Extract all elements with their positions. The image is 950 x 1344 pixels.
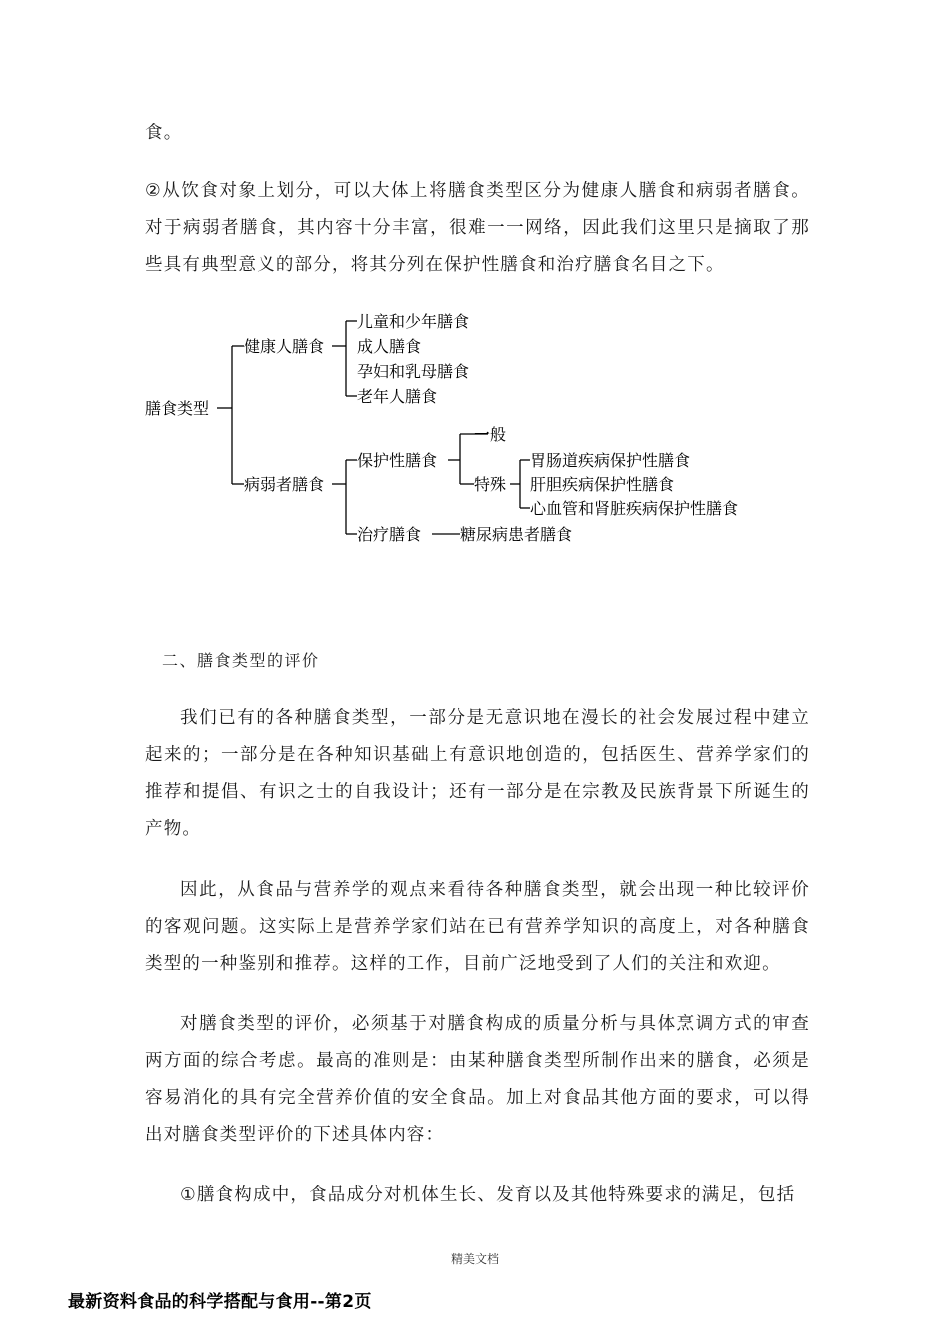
- paragraph-criteria: 对膳食类型的评价，必须基于对膳食构成的质量分析与具体烹调方式的审查两方面的综合考虑。最高的准则是：由某种膳食类型所制作出来的膳食，必须是容易消化的具有完全营养价值的安全食品。加上对食品其他方面的要求，可以得出对膳食类型评价的下述具体内容：: [145, 1014, 810, 1145]
- tree-node-diabetic: 糖尿病患者膳食: [460, 525, 573, 544]
- tree-node-healthy: 健康人膳食: [244, 337, 325, 356]
- document-title-footer: 最新资料食品的科学搭配与食用--第2页: [68, 1292, 372, 1312]
- tree-node-gi: 胃肠道疾病保护性膳食: [530, 451, 691, 470]
- section-heading: 二、膳食类型的评价: [162, 651, 320, 670]
- tree-node-cardio: 心血管和肾脏疾病保护性膳食: [530, 499, 739, 518]
- tree-node-special: 特殊: [474, 475, 507, 494]
- paragraph-continuation: 食。: [145, 123, 183, 143]
- tree-node-sick: 病弱者膳食: [244, 475, 325, 494]
- page-footer-label: 精美文档: [450, 1252, 499, 1266]
- tree-node-pregnant: 孕妇和乳母膳食: [357, 362, 470, 381]
- tree-node-elderly: 老年人膳食: [357, 387, 438, 406]
- tree-node-therapeutic: 治疗膳食: [357, 525, 422, 544]
- paragraph-item-1: ①膳食构成中，食品成分对机体生长、发育以及其他特殊要求的满足，包括: [180, 1185, 796, 1205]
- paragraph-diet-object: ②从饮食对象上划分，可以大体上将膳食类型区分为健康人膳食和病弱者膳食。对于病弱者膳食，其内容十分丰富，很难一一网络，因此我们这里只是摘取了那些具有典型意义的部分，将其分列在保护性膳食和治疗膳食名目之下。: [145, 181, 810, 275]
- paragraph-evaluation-problem: 因此，从食品与营养学的观点来看待各种膳食类型，就会出现一种比较评价的客观问题。这实际上是营养学家们站在已有营养学知识的高度上，对各种膳食类型的一种鉴别和推荐。这样的工作，目前广泛地受到了人们的关注和欢迎。: [145, 880, 810, 974]
- tree-node-liver: 肝胆疾病保护性膳食: [530, 475, 675, 494]
- tree-node-protective: 保护性膳食: [357, 451, 438, 470]
- tree-node-adult: 成人膳食: [357, 337, 422, 356]
- tree-node-general: 一般: [474, 425, 507, 444]
- diet-type-tree-diagram: [0, 0, 950, 600]
- tree-node-root: 膳食类型: [145, 399, 210, 418]
- tree-node-children: 儿童和少年膳食: [357, 312, 470, 331]
- paragraph-origins: 我们已有的各种膳食类型，一部分是无意识地在漫长的社会发展过程中建立起来的；一部分是在各种知识基础上有意识地创造的，包括医生、营养学家们的推荐和提倡、有识之士的自我设计；还有一部分是在宗教及民族背景下所诞生的产物。: [145, 708, 810, 839]
